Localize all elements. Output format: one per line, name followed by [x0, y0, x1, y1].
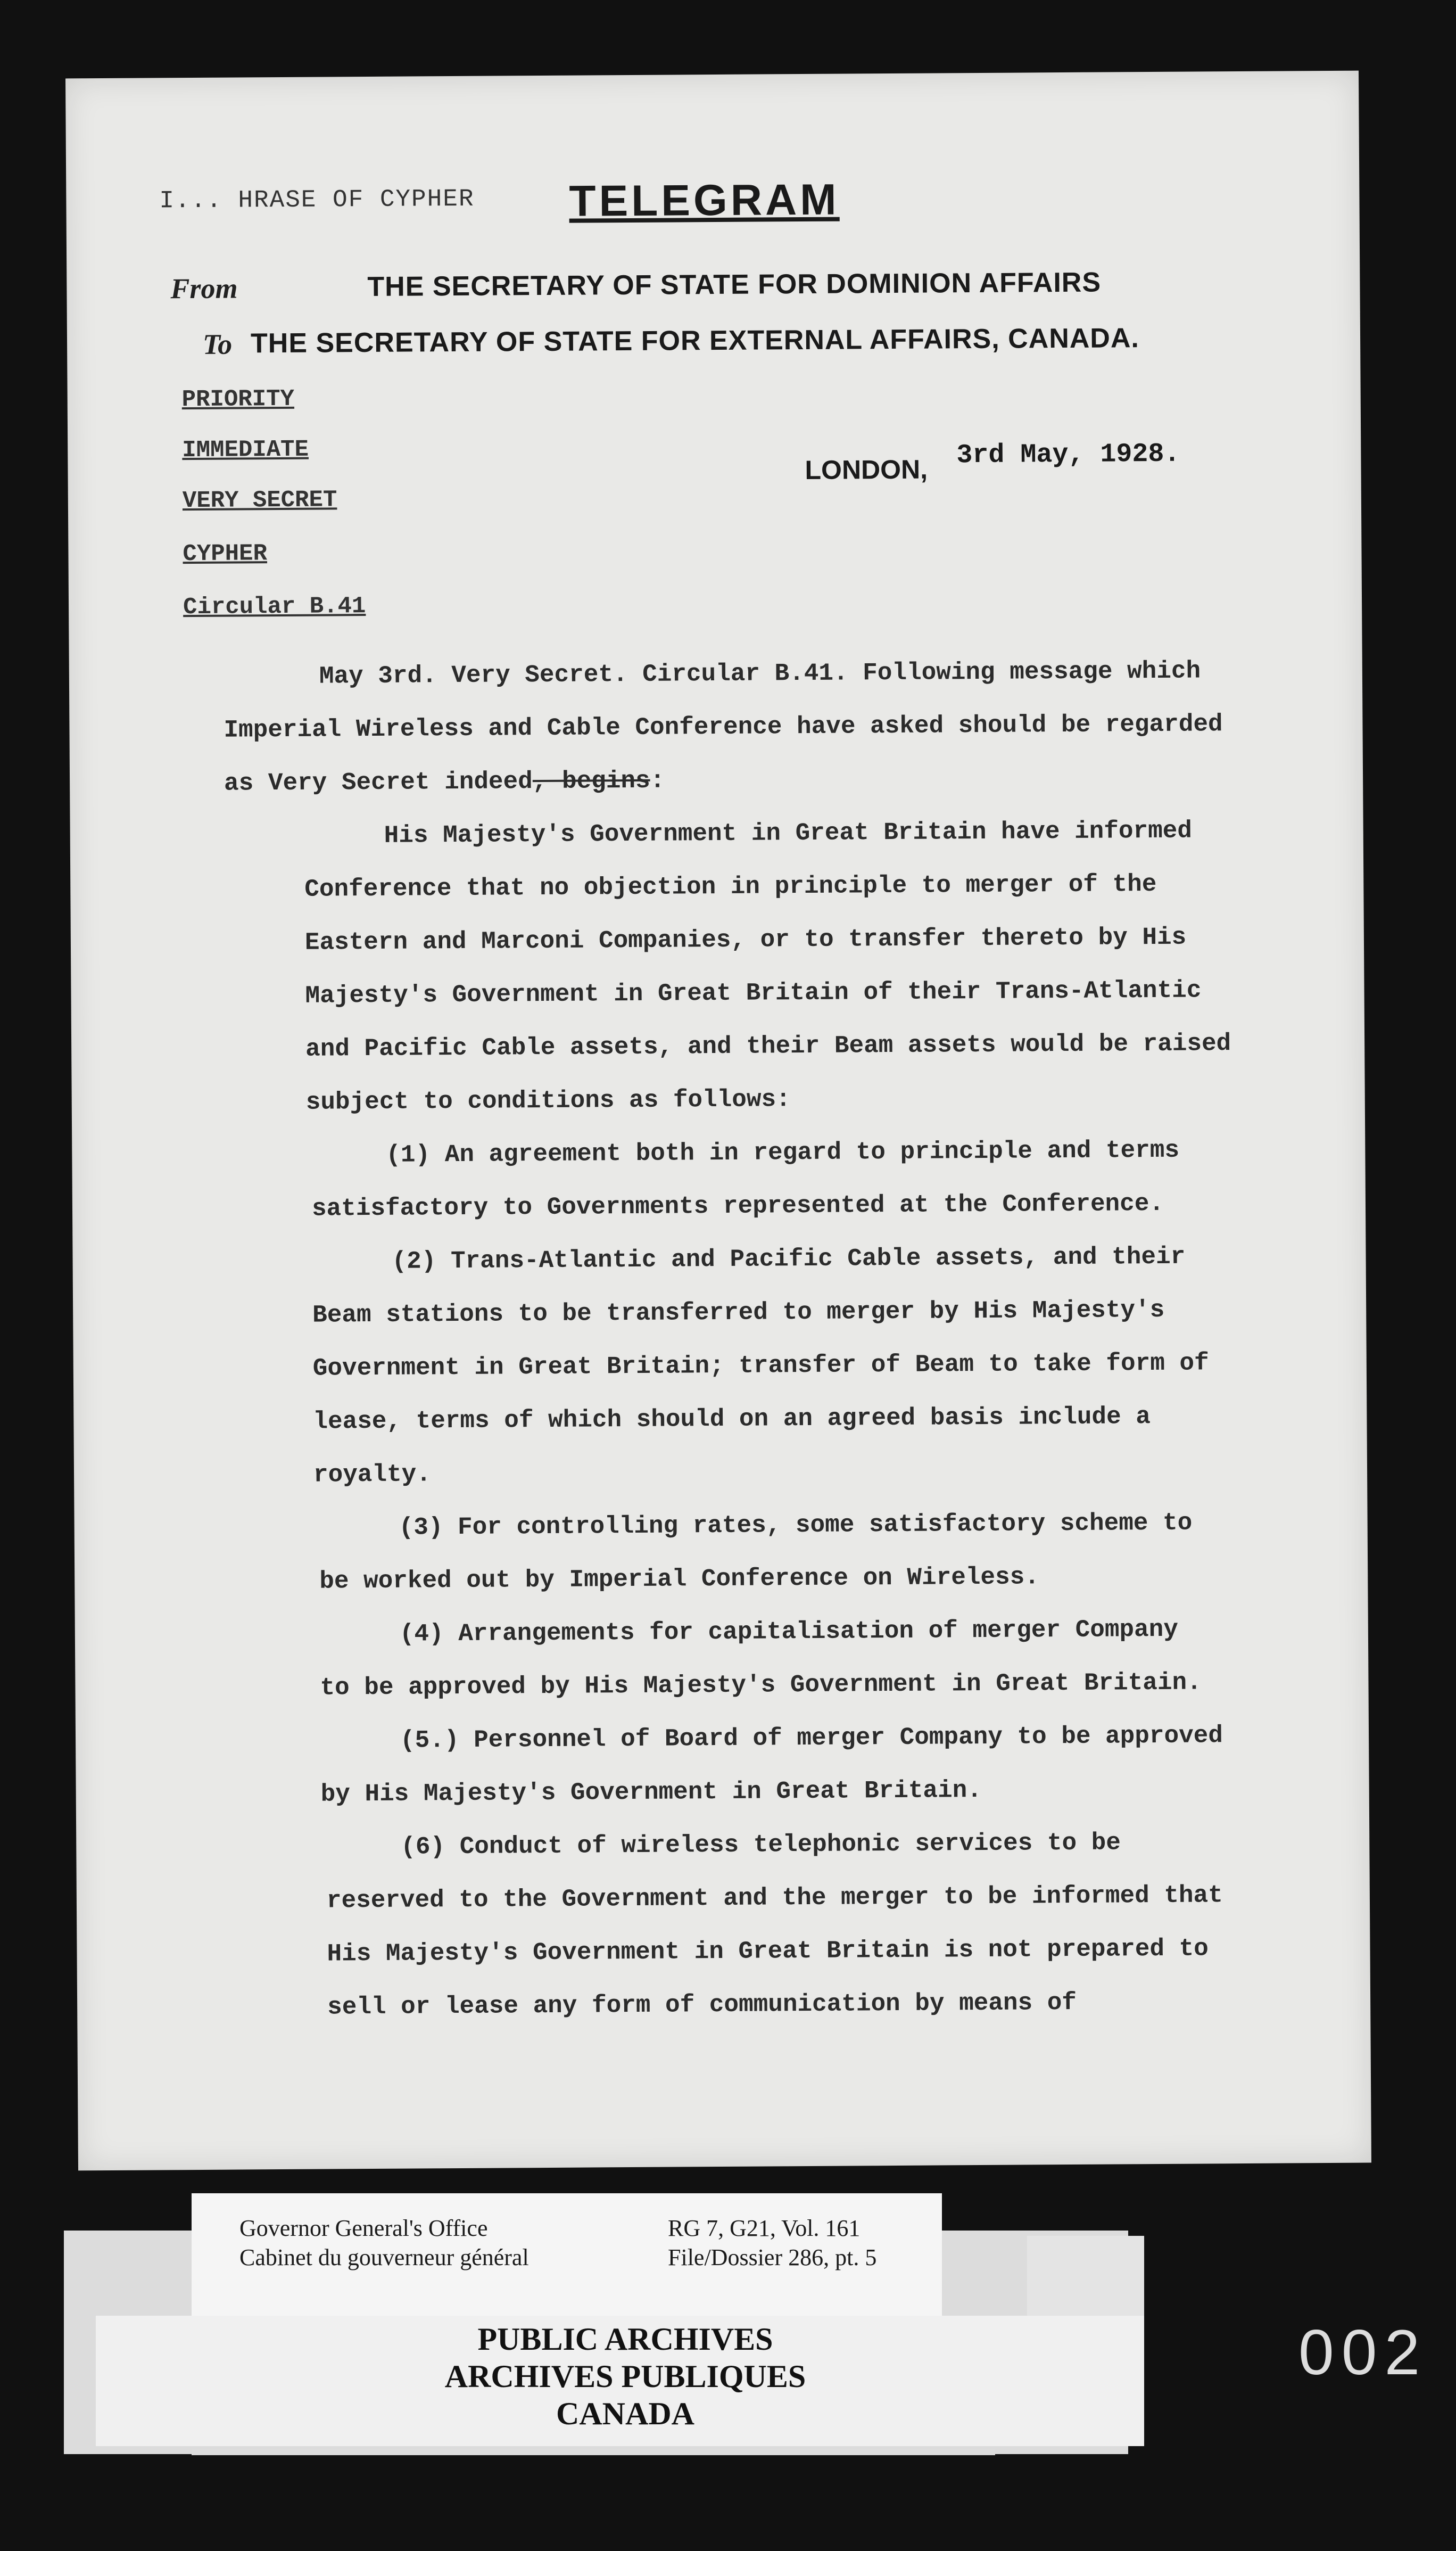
condition-line: reserved to the Government and the merger to be informed that	[326, 1881, 1223, 1915]
condition-line: (2) Trans-Atlantic and Pacific Cable assets, and their	[392, 1242, 1186, 1276]
document-title: TELEGRAM	[569, 175, 840, 226]
place-label: LONDON,	[805, 454, 928, 485]
label-tab	[1027, 2236, 1144, 2316]
condition-line: (3) For controlling rates, some satisfactory scheme to	[399, 1509, 1193, 1542]
ref-volume: RG 7, G21, Vol. 161	[668, 2215, 861, 2241]
archives-en: PUBLIC ARCHIVES	[477, 2322, 773, 2357]
condition-line: lease, terms of which should on an agreed basis include a	[313, 1403, 1151, 1436]
condition-line: royalty.	[313, 1460, 432, 1489]
stamp-circular: Circular B.41	[183, 593, 366, 621]
condition-line: Government in Great Britain; transfer of Beam to take form of	[312, 1349, 1209, 1383]
paragraph-line: Eastern and Marconi Companies, or to transfer thereto by His	[304, 923, 1187, 957]
condition-line: (1) An agreement both in regard to principle and terms	[386, 1136, 1180, 1169]
condition-line: His Majesty's Government in Great Britain is not prepared to	[327, 1935, 1209, 1968]
archives-fr: ARCHIVES PUBLIQUES	[444, 2359, 806, 2394]
page-number: 002	[1298, 2317, 1428, 2388]
condition-line: Beam stations to be transferred to merger by His Majesty's	[312, 1296, 1165, 1329]
ref-file: File/Dossier 286, pt. 5	[668, 2244, 877, 2270]
archive-reference-label	[192, 2193, 942, 2316]
office-fr: Cabinet du gouverneur général	[239, 2244, 529, 2270]
paragraph-line: subject to conditions as follows:	[305, 1085, 791, 1116]
header-left-stamp: I... HRASE OF CYPHER	[159, 185, 475, 215]
public-archives-label	[96, 2316, 1144, 2446]
condition-line: sell or lease any form of communication by means of	[327, 1988, 1077, 2021]
stamp-priority: PRIORITY	[181, 385, 295, 414]
to-text: THE SECRETARY OF STATE FOR EXTERNAL AFFAIRS, CANADA.	[250, 323, 1140, 359]
stamp-immediate: IMMEDIATE	[182, 436, 309, 464]
paragraph-line: His Majesty's Government in Great Britain have informed	[384, 817, 1193, 850]
paragraph-line: and Pacific Cable assets, and their Beam assets would be raised	[305, 1030, 1231, 1063]
stamp-very-secret: VERY SECRET	[182, 487, 337, 515]
struck-text: , begins	[532, 767, 650, 796]
from-label: From	[170, 272, 238, 305]
condition-line: by His Majesty's Government in Great Britain.	[320, 1776, 982, 1808]
label-bottom-strip	[192, 2449, 995, 2455]
intro-line: as Very Secret indeed, begins:	[224, 767, 665, 797]
paragraph-line: Conference that no objection in principle to merger of the	[304, 870, 1157, 903]
paragraph-line: Majesty's Government in Great Britain of their Trans-Atlantic	[305, 976, 1202, 1010]
condition-line: (6) Conduct of wireless telephonic services to be	[401, 1829, 1121, 1861]
office-en: Governor General's Office	[239, 2215, 488, 2241]
intro-line: Imperial Wireless and Cable Conference have asked should be regarded	[224, 710, 1223, 744]
condition-line: satisfactory to Governments represented at the Conference.	[311, 1189, 1164, 1223]
archives-country: CANADA	[556, 2396, 694, 2431]
from-text: THE SECRETARY OF STATE FOR DOMINION AFFAIRS	[367, 267, 1102, 302]
stamp-cypher: CYPHER	[183, 540, 268, 568]
to-label: To	[202, 328, 233, 360]
telegram-sheet	[65, 71, 1371, 2171]
condition-line: (4) Arrangements for capitalisation of merger Company	[399, 1615, 1179, 1648]
intro-line: May 3rd. Very Secret. Circular B.41. Following message which	[319, 657, 1201, 690]
condition-line: to be approved by His Majesty's Government in Great Britain.	[320, 1668, 1202, 1702]
date-label: 3rd May, 1928.	[956, 439, 1180, 471]
condition-line: be worked out by Imperial Conference on Wireless.	[319, 1563, 1040, 1595]
condition-line: (5.) Personnel of Board of merger Company to be approved	[400, 1722, 1223, 1755]
